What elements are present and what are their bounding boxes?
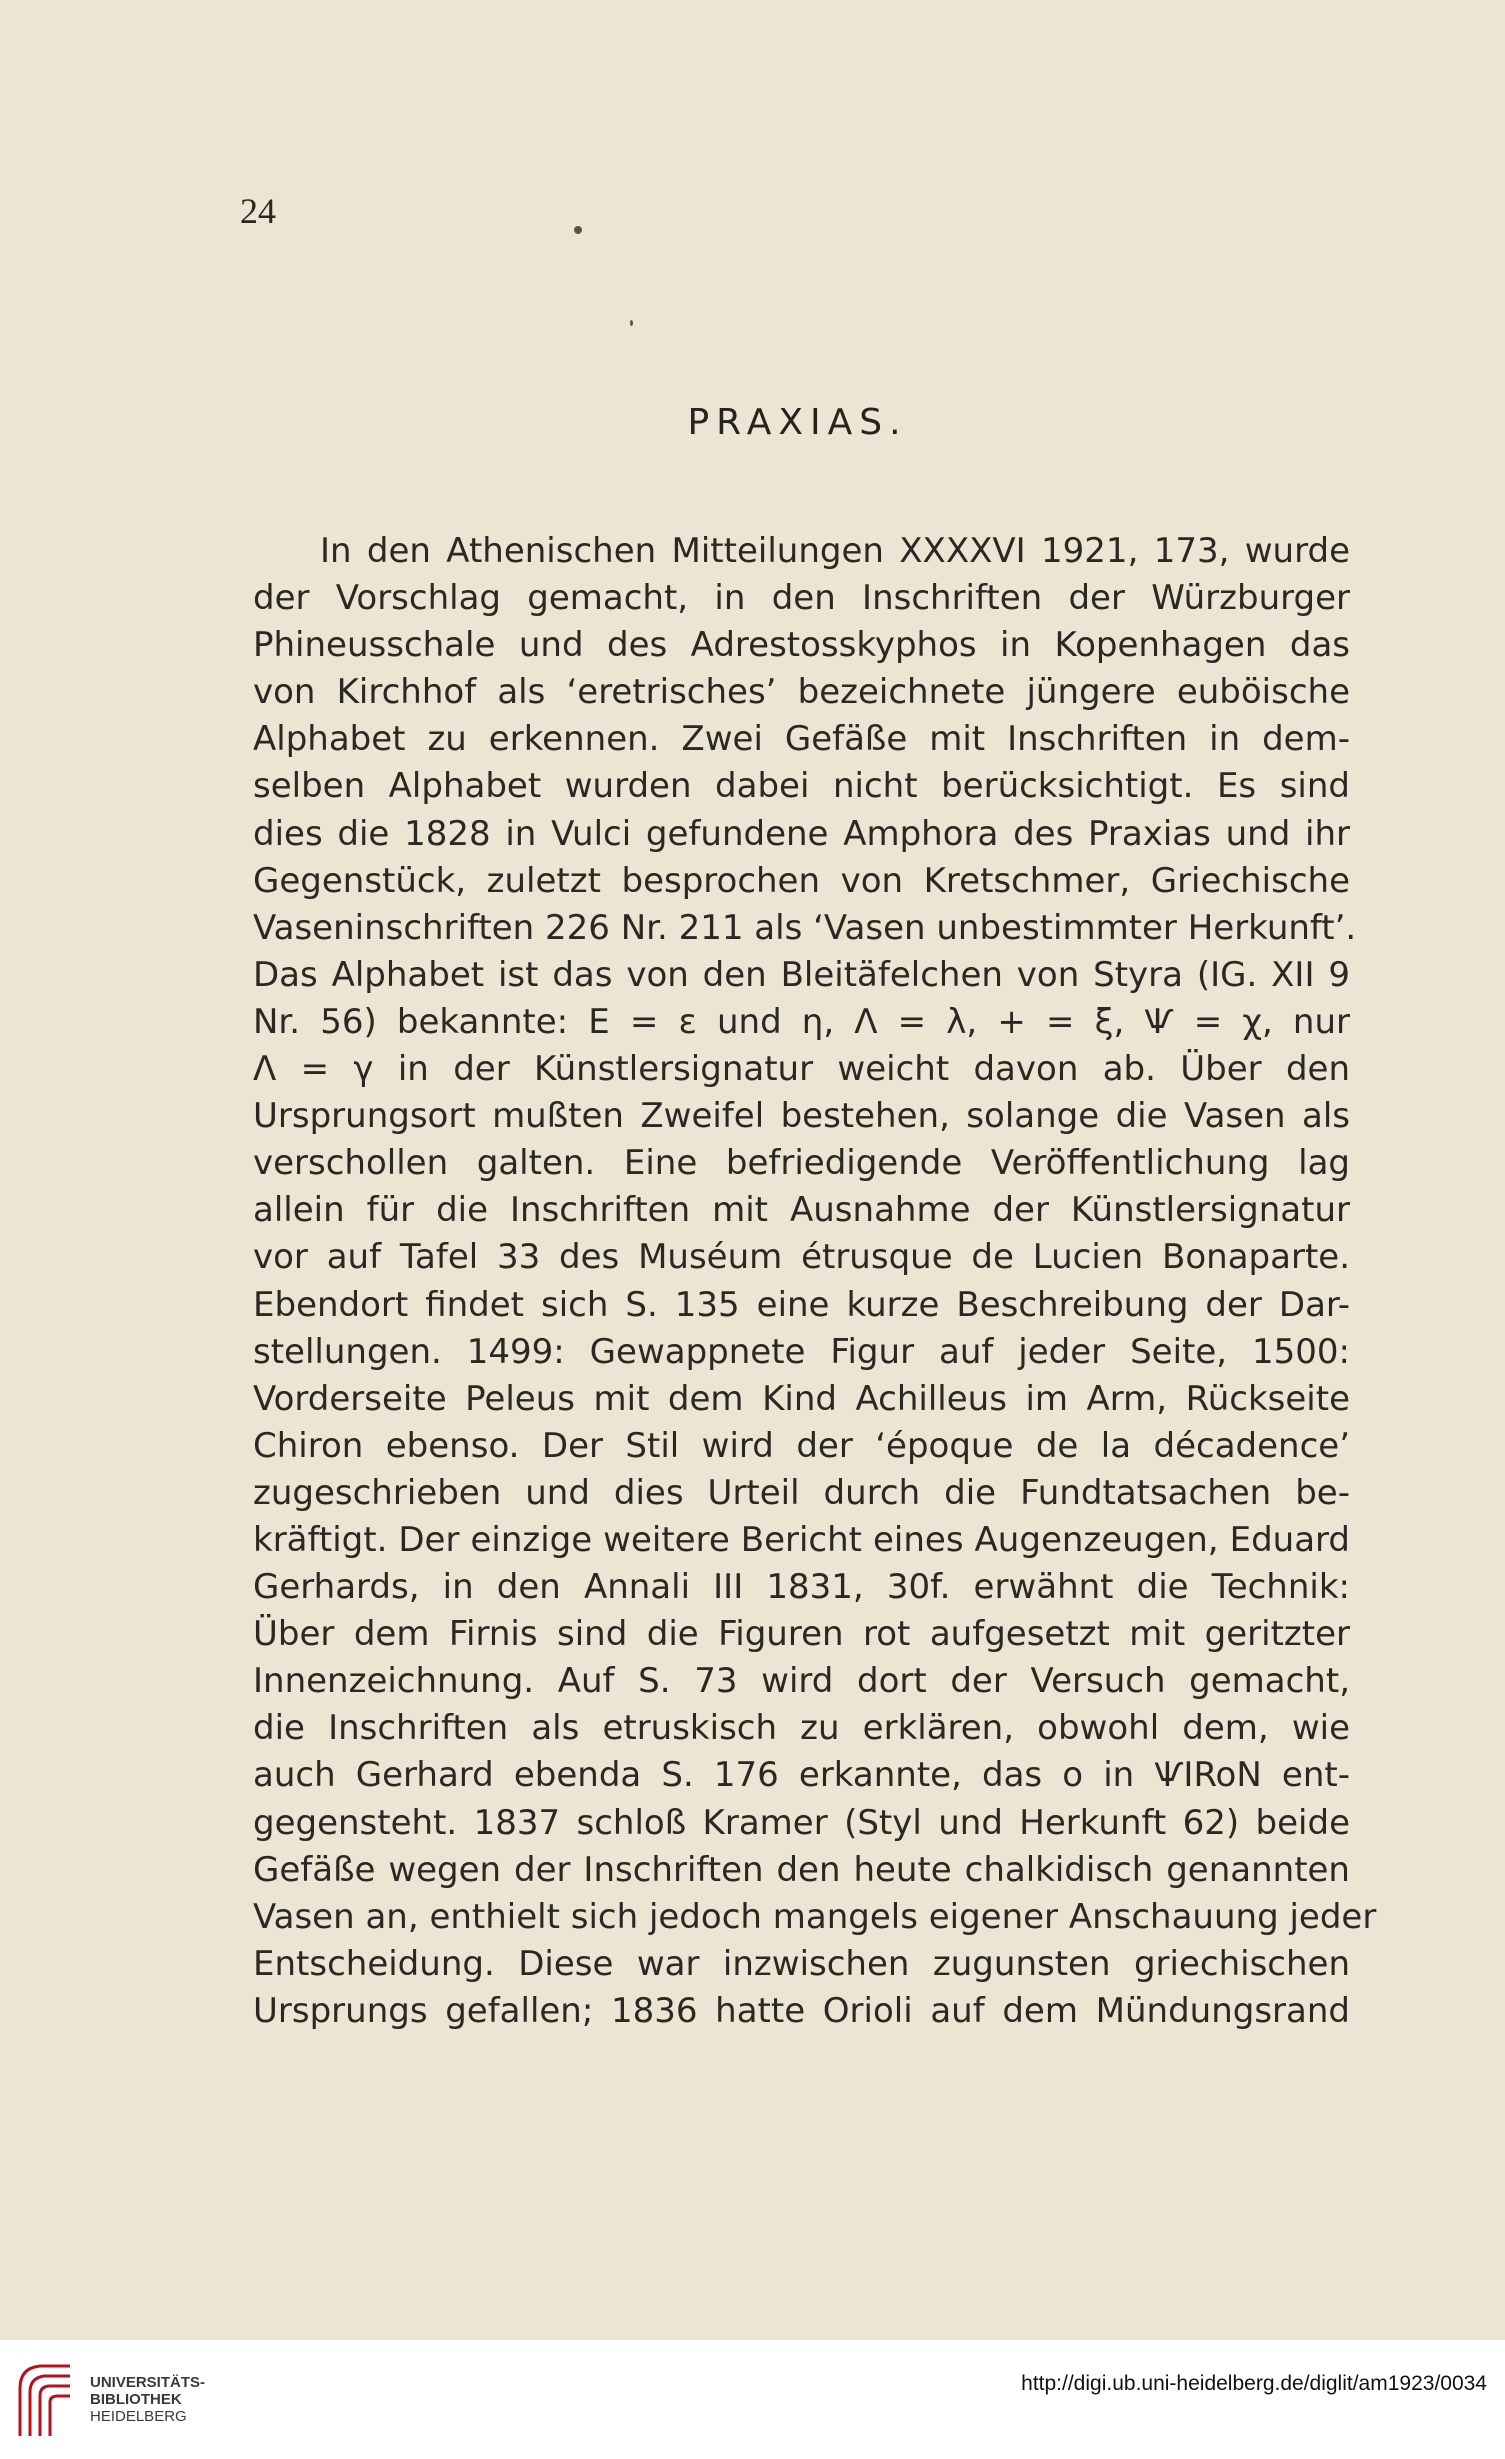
library-name [90,2374,205,2425]
text-line: Vorderseite Peleus mit dem Kind Achilleus im Arm, Rückseite [253,1378,1350,1419]
text-line: von Kirchhof als ‘eretrisches’ bezeichnete jüngere euböische [253,672,1350,713]
library-name-line: HEIDELBERG [90,2408,187,2425]
page-number: 24 [240,191,276,231]
text-line: Entscheidung. Diese war inzwischen zugunsten griechischen [253,1943,1350,1984]
ink-speck [574,226,582,234]
text-line: stellungen. 1499: Gewappnete Figur auf jeder Seite, 1500: [253,1331,1350,1372]
text-line: verschollen galten. Eine befriedigende Veröffentlichung lag [253,1143,1350,1184]
text-line: dies die 1828 in Vulci gefundene Amphora des Praxias und ihr [253,813,1350,854]
text-line: vor auf Tafel 33 des Muséum étrusque de Lucien Bonaparte. [253,1237,1350,1278]
text-line: gegensteht. 1837 schloß Kramer (Styl und Herkunft 62) beide [253,1802,1350,1843]
text-line: die Inschriften als etruskisch zu erklären, obwohl dem, wie [253,1708,1350,1749]
chapter-title: PRAXIAS. [687,402,908,443]
text-line: Nr. 56) bekannte: E = ε und η, Λ = λ, + = ξ, Ѱ = χ, nur [253,1001,1350,1042]
text-line: In den Athenischen Mitteilungen XXXXVI 1921, 173, wurde [320,531,1350,571]
text-line: Gegenstück, zuletzt besprochen von Kretschmer, Griechische [253,860,1350,901]
text-line: Gerhards, in den Annali III 1831, 30f. erwähnt die Technik: [253,1567,1350,1608]
footer-bar [0,2340,1505,2459]
library-name-line: BIBLIOTHEK [90,2391,182,2408]
text-line: Vasen an, enthielt sich jedoch mangels eigener Anschauung jeder [253,1896,1377,1937]
ink-speck [630,320,633,326]
permalink-url[interactable]: http://digi.ub.uni-heidelberg.de/diglit/am1923/0034 [1021,2372,1487,2395]
body-text [253,528,1377,2035]
text-line: auch Gerhard ebenda S. 176 erkannte, das o in ѰIRoN ent- [253,1755,1350,1796]
library-logo-icon [12,2358,78,2442]
text-line: Über dem Firnis sind die Figuren rot aufgesetzt mit geritzter [253,1614,1350,1655]
text-line: Gefäße wegen der Inschriften den heute chalkidisch genannten [253,1849,1350,1890]
text-line: Vaseninschriften 226 Nr. 211 als ‘Vasen unbestimmter Herkunft’. [253,907,1357,948]
text-line: selben Alphabet wurden dabei nicht berücksichtigt. Es sind [253,766,1350,807]
text-line: zugeschrieben und dies Urteil durch die Fundtatsachen be- [253,1472,1350,1513]
text-line: kräftigt. Der einzige weitere Bericht eines Augenzeugen, Eduard [253,1519,1350,1560]
text-line: der Vorschlag gemacht, in den Inschriften der Würzburger [253,578,1350,619]
library-name-line: UNIVERSITÄTS- [90,2374,206,2391]
text-line: Alphabet zu erkennen. Zwei Gefäße mit Inschriften in dem- [253,719,1350,760]
text-line: Phineusschale und des Adrestosskyphos in Kopenhagen das [253,625,1350,666]
text-line: Innenzeichnung. Auf S. 73 wird dort der Versuch gemacht, [253,1661,1350,1702]
text-line: Ursprungsort mußten Zweifel bestehen, solange die Vasen als [253,1096,1350,1137]
text-line: Das Alphabet ist das von den Bleitäfelchen von Styra (IG. XII 9 [253,954,1350,995]
text-line: allein für die Inschriften mit Ausnahme der Künstlersignatur [253,1190,1350,1231]
text-line: Ursprungs gefallen; 1836 hatte Orioli auf dem Mündungsrand [253,1990,1350,2031]
text-line: Λ = γ in der Künstlersignatur weicht davon ab. Über den [253,1049,1350,1090]
text-line: Ebendort findet sich S. 135 eine kurze Beschreibung der Dar- [253,1284,1350,1325]
text-line: Chiron ebenso. Der Stil wird der ‘époque de la décadence’ [253,1425,1350,1466]
